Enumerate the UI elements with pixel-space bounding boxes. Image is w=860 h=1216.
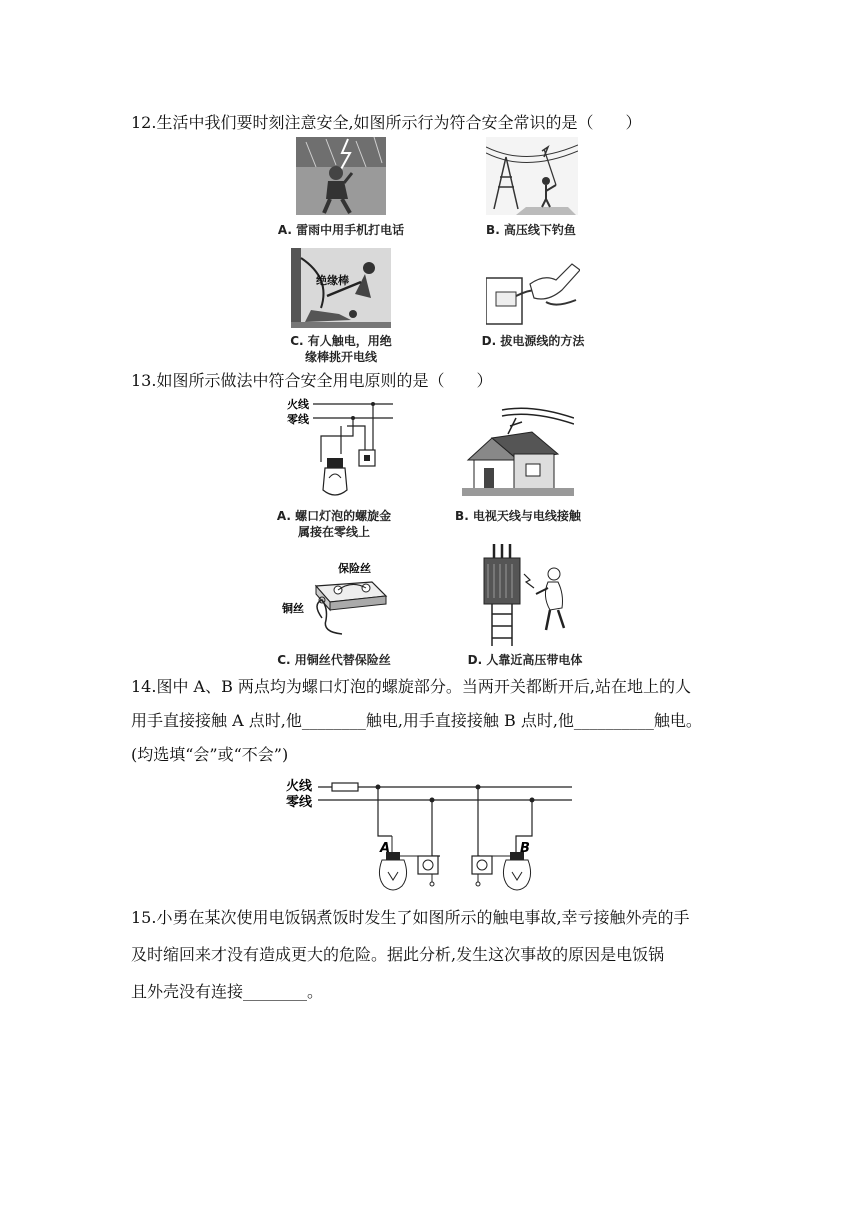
q12-caption-b: B. 高压线下钓鱼 xyxy=(486,223,576,237)
q12-caption-d: D. 拔电源线的方法 xyxy=(481,334,585,348)
q13-figure-d xyxy=(478,544,570,646)
q12-caption-c-line2: 缘棒挑开电线 xyxy=(304,350,377,364)
q14-line3: (均选填“会”或“不会”) xyxy=(131,745,289,764)
q13-label-fuse: 保险丝 xyxy=(338,562,371,575)
q13-caption-a-line1: A. 螺口灯泡的螺旋金 xyxy=(276,509,392,523)
q13-caption-b: B. 电视天线与电线接触 xyxy=(455,509,581,523)
q13-caption-c: C. 用铜丝代替保险丝 xyxy=(277,653,391,667)
q13-label-copper: 铜丝 xyxy=(282,602,304,615)
q15-line3: 且外壳没有连接________。 xyxy=(131,982,324,1001)
q14-point-a: A xyxy=(380,841,391,856)
q12-figure-b xyxy=(486,137,578,215)
q15-line2: 及时缩回来才没有造成更大的危险。据此分析,发生这次事故的原因是电饭锅 xyxy=(131,945,665,964)
q14-fuse xyxy=(332,783,358,791)
q14-label-neutral: 零线 xyxy=(286,795,313,810)
q14-point-b: B xyxy=(520,841,530,856)
q12-figure-c xyxy=(291,248,391,328)
q13-caption-a-line2: 属接在零线上 xyxy=(297,525,370,539)
q12-caption-a: A. 雷雨中用手机打电话 xyxy=(277,223,405,237)
q13-figure-b xyxy=(462,404,574,496)
q13-label-live: 火线 xyxy=(287,398,309,411)
q13-caption-d: D. 人靠近高压带电体 xyxy=(467,653,583,667)
q14-line1: 14.图中 A、B 两点均为螺口灯泡的螺旋部分。当两开关都断开后,站在地上的人 xyxy=(131,677,692,696)
q13-stem: 13.如图所示做法中符合安全用电原则的是（ ） xyxy=(131,371,493,390)
q12-stem: 12.生活中我们要时刻注意安全,如图所示行为符合安全常识的是（ ） xyxy=(131,113,642,132)
q12-figure-a xyxy=(296,137,386,215)
q13-label-neutral: 零线 xyxy=(287,413,309,426)
q13-figure-a xyxy=(285,396,395,500)
q15-line1: 15.小勇在某次使用电饭锅煮饭时发生了如图所示的触电事故,幸亏接触外壳的手 xyxy=(131,908,690,927)
q12-label-insulating-stick: 绝缘棒 xyxy=(316,274,349,287)
q13-figure-c xyxy=(282,560,392,640)
q12-figure-d xyxy=(486,262,580,328)
q14-circuit-diagram xyxy=(284,776,576,900)
q12-caption-c-line1: C. 有人触电，用绝 xyxy=(290,334,392,348)
q14-label-live: 火线 xyxy=(286,779,313,794)
q14-line2: 用手直接接触 A 点时,他________触电,用手直接接触 B 点时,他__________触电。 xyxy=(131,711,702,730)
